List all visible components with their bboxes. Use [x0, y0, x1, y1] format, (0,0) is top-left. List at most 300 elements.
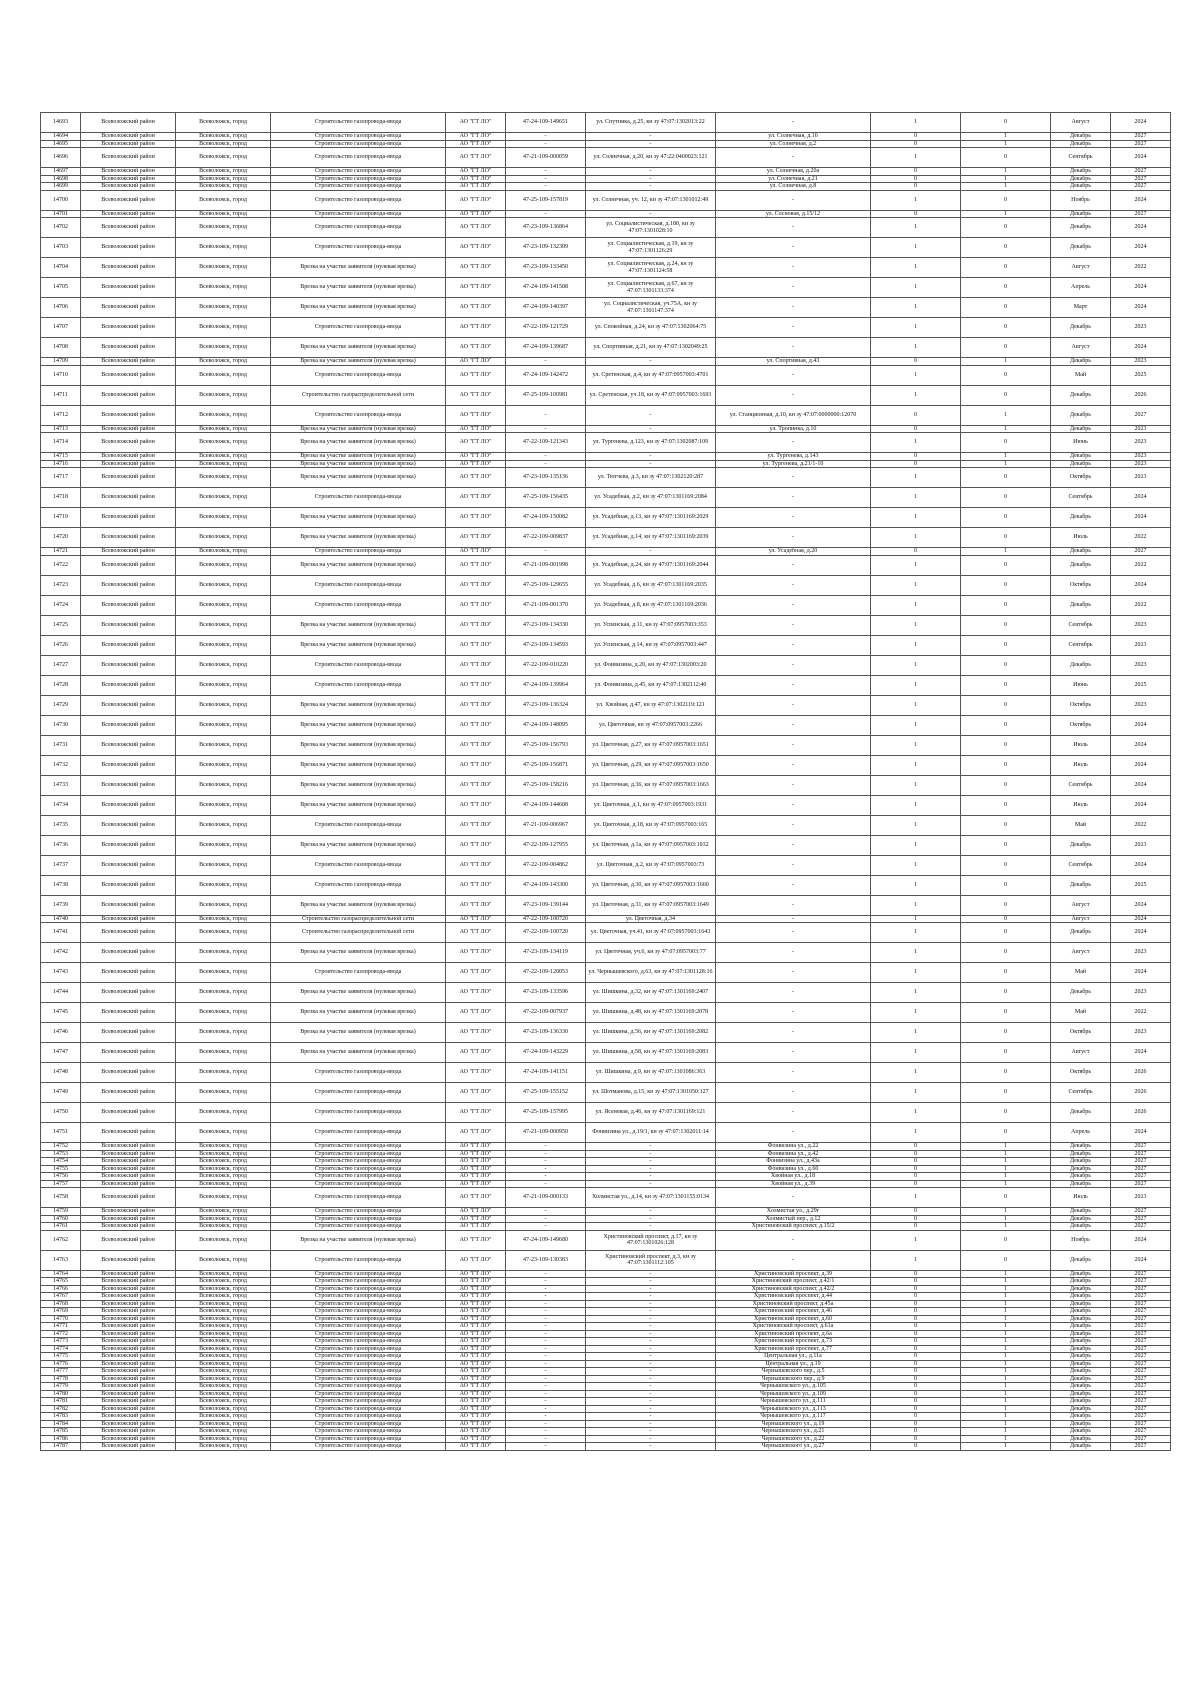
- object-address-cell: Христиновский проспект, д.77: [716, 1345, 871, 1353]
- month-cell: Декабрь: [1051, 1285, 1111, 1293]
- year-cell: 2027: [1111, 1413, 1171, 1421]
- year-cell: 2027: [1111, 1308, 1171, 1316]
- object-address-cell: -: [716, 1083, 871, 1103]
- tech-conditions-cell: 47-25-109-100981: [506, 385, 586, 405]
- month-cell: Август: [1051, 1043, 1111, 1063]
- object-address-cell: -: [716, 1103, 871, 1123]
- month-cell: Ноябрь: [1051, 1230, 1111, 1250]
- work-type-cell: Строительство газопровода-ввода: [271, 815, 446, 835]
- month-cell: Декабрь: [1051, 140, 1111, 148]
- organization-cell: АО "ГТ ЛО": [446, 113, 506, 133]
- row-id-cell: 14739: [41, 895, 81, 915]
- year-cell: 2027: [1111, 1360, 1171, 1368]
- locality-cell: Всеволожск, город: [176, 298, 271, 318]
- work-type-cell: Строительство газораспределительной сети: [271, 915, 446, 923]
- district-cell: Всеволожский район: [81, 318, 176, 338]
- organization-cell: АО "ГТ ЛО": [446, 1150, 506, 1158]
- year-cell: 2025: [1111, 675, 1171, 695]
- cadastral-address-cell: -: [586, 460, 716, 468]
- district-cell: Всеволожский район: [81, 1345, 176, 1353]
- count-a-cell: 0: [871, 1420, 961, 1428]
- object-address-cell: Чернышевского ул., д.22: [716, 1435, 871, 1443]
- count-a-cell: 1: [871, 190, 961, 210]
- district-cell: Всеволожский район: [81, 1308, 176, 1316]
- count-a-cell: 0: [871, 1173, 961, 1181]
- cadastral-address-cell: ул. Усадебная, д.6, кн зу 47:07:1301169:2035: [586, 575, 716, 595]
- table-row: [41, 1353, 1171, 1361]
- tech-conditions-cell: -: [506, 358, 586, 366]
- organization-cell: АО "ГТ ЛО": [446, 488, 506, 508]
- cadastral-address-cell: ул. Цветочная, д.30, кн зу 47:07:0957003:1660: [586, 875, 716, 895]
- object-address-cell: -: [716, 675, 871, 695]
- row-id-cell: 14706: [41, 298, 81, 318]
- district-cell: Всеволожский район: [81, 1278, 176, 1286]
- object-address-cell: -: [716, 595, 871, 615]
- tech-conditions-cell: 47-21-109-001998: [506, 555, 586, 575]
- cadastral-address-cell: ул. Спокойная, д.24, кн зу 47:07:1302064:75: [586, 318, 716, 338]
- organization-cell: АО "ГТ ЛО": [446, 1308, 506, 1316]
- table-row: [41, 1278, 1171, 1286]
- object-address-cell: -: [716, 755, 871, 775]
- tech-conditions-cell: 47-22-109-007937: [506, 1003, 586, 1023]
- count-a-cell: 1: [871, 385, 961, 405]
- cadastral-address-cell: -: [586, 1405, 716, 1413]
- count-b-cell: 0: [961, 338, 1051, 358]
- row-id-cell: 14728: [41, 675, 81, 695]
- count-a-cell: 0: [871, 1285, 961, 1293]
- count-b-cell: 0: [961, 835, 1051, 855]
- work-type-cell: Строительство газопровода-ввода: [271, 210, 446, 218]
- count-a-cell: 1: [871, 365, 961, 385]
- month-cell: Июль: [1051, 755, 1111, 775]
- tech-conditions-cell: -: [506, 1345, 586, 1353]
- count-a-cell: 0: [871, 1360, 961, 1368]
- table-row: [41, 1270, 1171, 1278]
- month-cell: Июнь: [1051, 433, 1111, 453]
- year-cell: 2027: [1111, 1405, 1171, 1413]
- count-a-cell: 0: [871, 1223, 961, 1231]
- year-cell: 2023: [1111, 615, 1171, 635]
- cadastral-address-cell: ул. Спутника, д.25, кн зу 47:07:1302013:22: [586, 113, 716, 133]
- object-address-cell: -: [716, 433, 871, 453]
- tech-conditions-cell: -: [506, 1315, 586, 1323]
- cadastral-address-cell: ул. Успенская, д.14, кн зу 47:07:0957003:447: [586, 635, 716, 655]
- district-cell: Всеволожский район: [81, 1383, 176, 1391]
- table-row: [41, 875, 1171, 895]
- count-b-cell: 1: [961, 460, 1051, 468]
- tech-conditions-cell: 47-23-109-133596: [506, 983, 586, 1003]
- district-cell: Всеволожский район: [81, 358, 176, 366]
- object-address-cell: Чернышевского пер., д.5: [716, 1368, 871, 1376]
- year-cell: 2027: [1111, 405, 1171, 425]
- row-id-cell: 14725: [41, 615, 81, 635]
- work-type-cell: Строительство газопровода-ввода: [271, 1270, 446, 1278]
- count-a-cell: 0: [871, 183, 961, 191]
- organization-cell: АО "ГТ ЛО": [446, 915, 506, 923]
- work-type-cell: Строительство газопровода-ввода: [271, 1308, 446, 1316]
- year-cell: 2023: [1111, 453, 1171, 461]
- year-cell: 2024: [1111, 148, 1171, 168]
- object-address-cell: Фонвизина ул., д.42: [716, 1150, 871, 1158]
- work-type-cell: Строительство газопровода-ввода: [271, 133, 446, 141]
- district-cell: Всеволожский район: [81, 875, 176, 895]
- row-id-cell: 14766: [41, 1285, 81, 1293]
- locality-cell: Всеволожск, город: [176, 1143, 271, 1151]
- month-cell: Декабрь: [1051, 1158, 1111, 1166]
- district-cell: Всеволожский район: [81, 815, 176, 835]
- cadastral-address-cell: -: [586, 1300, 716, 1308]
- organization-cell: АО "ГТ ЛО": [446, 1330, 506, 1338]
- object-address-cell: -: [716, 855, 871, 875]
- table-row: [41, 1390, 1171, 1398]
- district-cell: Всеволожский район: [81, 1223, 176, 1231]
- organization-cell: АО "ГТ ЛО": [446, 278, 506, 298]
- cadastral-address-cell: ул. Цветочная, д.2, кн зу 47:07:0957003:73: [586, 855, 716, 875]
- table-row: [41, 1330, 1171, 1338]
- work-type-cell: Строительство газопровода-ввода: [271, 548, 446, 556]
- district-cell: Всеволожский район: [81, 508, 176, 528]
- district-cell: Всеволожский район: [81, 528, 176, 548]
- row-id-cell: 14703: [41, 238, 81, 258]
- year-cell: 2027: [1111, 1368, 1171, 1376]
- table-row: [41, 218, 1171, 238]
- row-id-cell: 14702: [41, 218, 81, 238]
- year-cell: 2027: [1111, 1390, 1171, 1398]
- year-cell: 2024: [1111, 508, 1171, 528]
- object-address-cell: Христиновский проспект, д.6а: [716, 1330, 871, 1338]
- year-cell: 2024: [1111, 735, 1171, 755]
- year-cell: 2027: [1111, 1330, 1171, 1338]
- count-b-cell: 0: [961, 963, 1051, 983]
- tech-conditions-cell: -: [506, 1413, 586, 1421]
- count-b-cell: 0: [961, 218, 1051, 238]
- table-row: [41, 460, 1171, 468]
- object-address-cell: -: [716, 468, 871, 488]
- month-cell: Декабрь: [1051, 548, 1111, 556]
- year-cell: 2027: [1111, 1270, 1171, 1278]
- row-id-cell: 14752: [41, 1143, 81, 1151]
- count-b-cell: 0: [961, 528, 1051, 548]
- count-b-cell: 0: [961, 595, 1051, 615]
- object-address-cell: Центральная ул., д.11а: [716, 1353, 871, 1361]
- count-b-cell: 1: [961, 1278, 1051, 1286]
- organization-cell: АО "ГТ ЛО": [446, 168, 506, 176]
- work-type-cell: Строительство газораспределительной сети: [271, 923, 446, 943]
- district-cell: Всеволожский район: [81, 1150, 176, 1158]
- cadastral-address-cell: -: [586, 175, 716, 183]
- tech-conditions-cell: -: [506, 460, 586, 468]
- year-cell: 2027: [1111, 168, 1171, 176]
- year-cell: 2023: [1111, 695, 1171, 715]
- district-cell: Всеволожский район: [81, 1443, 176, 1451]
- organization-cell: АО "ГТ ЛО": [446, 183, 506, 191]
- row-id-cell: 14710: [41, 365, 81, 385]
- organization-cell: АО "ГТ ЛО": [446, 405, 506, 425]
- locality-cell: Всеволожск, город: [176, 508, 271, 528]
- table-row: [41, 963, 1171, 983]
- organization-cell: АО "ГТ ЛО": [446, 1250, 506, 1270]
- locality-cell: Всеволожск, город: [176, 575, 271, 595]
- cadastral-address-cell: -: [586, 1390, 716, 1398]
- organization-cell: АО "ГТ ЛО": [446, 218, 506, 238]
- organization-cell: АО "ГТ ЛО": [446, 1345, 506, 1353]
- work-type-cell: Врезка на участке заявителя (нулевая врезка): [271, 358, 446, 366]
- organization-cell: АО "ГТ ЛО": [446, 655, 506, 675]
- tech-conditions-cell: -: [506, 453, 586, 461]
- row-id-cell: 14757: [41, 1180, 81, 1188]
- count-a-cell: 1: [871, 218, 961, 238]
- cadastral-address-cell: ул. Усадебная, д.24, кн зу 47:07:1301169:2044: [586, 555, 716, 575]
- row-id-cell: 14780: [41, 1390, 81, 1398]
- count-a-cell: 0: [871, 358, 961, 366]
- year-cell: 2023: [1111, 425, 1171, 433]
- count-a-cell: 0: [871, 168, 961, 176]
- table-row: [41, 1003, 1171, 1023]
- tech-conditions-cell: -: [506, 1443, 586, 1451]
- organization-cell: АО "ГТ ЛО": [446, 1285, 506, 1293]
- organization-cell: АО "ГТ ЛО": [446, 318, 506, 338]
- object-address-cell: -: [716, 983, 871, 1003]
- count-b-cell: 1: [961, 1368, 1051, 1376]
- work-type-cell: Строительство газопровода-ввода: [271, 218, 446, 238]
- work-type-cell: Строительство газопровода-ввода: [271, 595, 446, 615]
- count-b-cell: 1: [961, 1405, 1051, 1413]
- count-a-cell: 0: [871, 1278, 961, 1286]
- object-address-cell: -: [716, 1063, 871, 1083]
- table-row: [41, 915, 1171, 923]
- work-type-cell: Строительство газопровода-ввода: [271, 875, 446, 895]
- district-cell: Всеволожский район: [81, 915, 176, 923]
- count-b-cell: 1: [961, 1293, 1051, 1301]
- count-b-cell: 0: [961, 715, 1051, 735]
- work-type-cell: Строительство газопровода-ввода: [271, 318, 446, 338]
- month-cell: Август: [1051, 113, 1111, 133]
- year-cell: 2027: [1111, 1278, 1171, 1286]
- month-cell: Сентябрь: [1051, 1083, 1111, 1103]
- count-b-cell: 1: [961, 1398, 1051, 1406]
- organization-cell: АО "ГТ ЛО": [446, 635, 506, 655]
- tech-conditions-cell: 47-23-109-130383: [506, 1250, 586, 1270]
- tech-conditions-cell: -: [506, 1360, 586, 1368]
- row-id-cell: 14761: [41, 1223, 81, 1231]
- count-a-cell: 0: [871, 140, 961, 148]
- locality-cell: Всеволожск, город: [176, 1023, 271, 1043]
- year-cell: 2023: [1111, 635, 1171, 655]
- month-cell: Май: [1051, 815, 1111, 835]
- count-b-cell: 1: [961, 1330, 1051, 1338]
- month-cell: Июль: [1051, 735, 1111, 755]
- district-cell: Всеволожский район: [81, 1103, 176, 1123]
- count-b-cell: 1: [961, 358, 1051, 366]
- district-cell: Всеволожский район: [81, 895, 176, 915]
- tech-conditions-cell: -: [506, 1390, 586, 1398]
- organization-cell: АО "ГТ ЛО": [446, 1360, 506, 1368]
- row-id-cell: 14699: [41, 183, 81, 191]
- locality-cell: Всеволожск, город: [176, 1300, 271, 1308]
- cadastral-address-cell: -: [586, 1143, 716, 1151]
- work-type-cell: Строительство газораспределительной сети: [271, 385, 446, 405]
- table-row: [41, 1285, 1171, 1293]
- year-cell: 2023: [1111, 835, 1171, 855]
- cadastral-address-cell: ул. Шишкина, д.9, кн зу 47:07:1301086:363: [586, 1063, 716, 1083]
- count-b-cell: 0: [961, 575, 1051, 595]
- tech-conditions-cell: 47-25-109-155152: [506, 1083, 586, 1103]
- month-cell: Сентябрь: [1051, 615, 1111, 635]
- district-cell: Всеволожский район: [81, 1173, 176, 1181]
- cadastral-address-cell: ул. Цветочная, уч.41, кн зу 47:07:0957003:1643: [586, 923, 716, 943]
- row-id-cell: 14741: [41, 923, 81, 943]
- row-id-cell: 14768: [41, 1300, 81, 1308]
- month-cell: Август: [1051, 895, 1111, 915]
- month-cell: Декабрь: [1051, 1338, 1111, 1346]
- year-cell: 2022: [1111, 555, 1171, 575]
- year-cell: 2023: [1111, 468, 1171, 488]
- count-a-cell: 1: [871, 815, 961, 835]
- count-b-cell: 1: [961, 1435, 1051, 1443]
- month-cell: Декабрь: [1051, 923, 1111, 943]
- object-address-cell: ул. Тропинка, д.10: [716, 425, 871, 433]
- work-type-cell: Строительство газопровода-ввода: [271, 1390, 446, 1398]
- locality-cell: Всеволожск, город: [176, 923, 271, 943]
- work-type-cell: Строительство газопровода-ввода: [271, 365, 446, 385]
- row-id-cell: 14730: [41, 715, 81, 735]
- month-cell: Декабрь: [1051, 1353, 1111, 1361]
- count-b-cell: 1: [961, 1315, 1051, 1323]
- count-b-cell: 0: [961, 1103, 1051, 1123]
- table-row: [41, 1368, 1171, 1376]
- organization-cell: АО "ГТ ЛО": [446, 715, 506, 735]
- row-id-cell: 14701: [41, 210, 81, 218]
- tech-conditions-cell: 47-25-109-157995: [506, 1103, 586, 1123]
- cadastral-address-cell: ул. Социалистическая, уч.75А, кн зу 47:07:1301147:374: [586, 298, 716, 318]
- organization-cell: АО "ГТ ЛО": [446, 1143, 506, 1151]
- work-type-cell: Строительство газопровода-ввода: [271, 488, 446, 508]
- month-cell: Декабрь: [1051, 1435, 1111, 1443]
- object-address-cell: -: [716, 1250, 871, 1270]
- object-address-cell: ул. Солнечная, д.2: [716, 140, 871, 148]
- tech-conditions-cell: 47-23-109-134330: [506, 615, 586, 635]
- tech-conditions-cell: -: [506, 183, 586, 191]
- tech-conditions-cell: -: [506, 1353, 586, 1361]
- locality-cell: Всеволожск, город: [176, 1390, 271, 1398]
- row-id-cell: 14713: [41, 425, 81, 433]
- count-a-cell: 0: [871, 1368, 961, 1376]
- cadastral-address-cell: -: [586, 1338, 716, 1346]
- district-cell: Всеволожский район: [81, 655, 176, 675]
- count-b-cell: 1: [961, 1338, 1051, 1346]
- object-address-cell: -: [716, 895, 871, 915]
- object-address-cell: ул. Солнечная, д.20а: [716, 168, 871, 176]
- work-type-cell: Врезка на участке заявителя (нулевая врезка): [271, 460, 446, 468]
- year-cell: 2023: [1111, 358, 1171, 366]
- row-id-cell: 14696: [41, 148, 81, 168]
- locality-cell: Всеволожск, город: [176, 113, 271, 133]
- count-a-cell: 1: [871, 775, 961, 795]
- cadastral-address-cell: ул. Солнечная, уч. 12, кн зу 47:07:1301012:49: [586, 190, 716, 210]
- table-row: [41, 795, 1171, 815]
- count-a-cell: 0: [871, 1338, 961, 1346]
- year-cell: 2027: [1111, 1165, 1171, 1173]
- year-cell: 2027: [1111, 548, 1171, 556]
- cadastral-address-cell: ул. Цветочная, д.29, кн зу 47:07:0957003:1650: [586, 755, 716, 775]
- count-b-cell: 1: [961, 1143, 1051, 1151]
- month-cell: Декабрь: [1051, 508, 1111, 528]
- row-id-cell: 14758: [41, 1188, 81, 1208]
- count-a-cell: 1: [871, 983, 961, 1003]
- year-cell: 2027: [1111, 1375, 1171, 1383]
- organization-cell: АО "ГТ ЛО": [446, 175, 506, 183]
- table-row: [41, 1345, 1171, 1353]
- work-type-cell: Строительство газопровода-ввода: [271, 1345, 446, 1353]
- district-cell: Всеволожский район: [81, 1293, 176, 1301]
- work-type-cell: Строительство газопровода-ввода: [271, 1215, 446, 1223]
- year-cell: 2027: [1111, 1180, 1171, 1188]
- row-id-cell: 14695: [41, 140, 81, 148]
- year-cell: 2027: [1111, 140, 1171, 148]
- month-cell: Декабрь: [1051, 238, 1111, 258]
- year-cell: 2026: [1111, 1103, 1171, 1123]
- count-b-cell: 0: [961, 148, 1051, 168]
- month-cell: Сентябрь: [1051, 775, 1111, 795]
- row-id-cell: 14778: [41, 1375, 81, 1383]
- count-a-cell: 0: [871, 1383, 961, 1391]
- object-address-cell: Христиновский проспект, д.45а: [716, 1300, 871, 1308]
- object-address-cell: Чернышевского ул., д.111: [716, 1398, 871, 1406]
- work-type-cell: Строительство газопровода-ввода: [271, 1405, 446, 1413]
- count-b-cell: 1: [961, 425, 1051, 433]
- district-cell: Всеволожский район: [81, 855, 176, 875]
- table-row: [41, 318, 1171, 338]
- object-address-cell: -: [716, 915, 871, 923]
- count-a-cell: 0: [871, 1215, 961, 1223]
- count-b-cell: 1: [961, 140, 1051, 148]
- district-cell: Всеволожский район: [81, 1003, 176, 1023]
- count-a-cell: 0: [871, 460, 961, 468]
- cadastral-address-cell: -: [586, 168, 716, 176]
- month-cell: Декабрь: [1051, 425, 1111, 433]
- tech-conditions-cell: 47-25-109-156871: [506, 755, 586, 775]
- locality-cell: Всеволожск, город: [176, 168, 271, 176]
- month-cell: Декабрь: [1051, 385, 1111, 405]
- count-b-cell: 1: [961, 405, 1051, 425]
- tech-conditions-cell: -: [506, 1278, 586, 1286]
- organization-cell: АО "ГТ ЛО": [446, 528, 506, 548]
- month-cell: Декабрь: [1051, 405, 1111, 425]
- row-id-cell: 14718: [41, 488, 81, 508]
- cadastral-address-cell: ул. Социалистическая, д.19, кн зу 47:07:1301126:29: [586, 238, 716, 258]
- count-b-cell: 0: [961, 775, 1051, 795]
- table-row: [41, 1315, 1171, 1323]
- district-cell: Всеволожский район: [81, 1230, 176, 1250]
- table-row: [41, 385, 1171, 405]
- table-row: [41, 895, 1171, 915]
- row-id-cell: 14764: [41, 1270, 81, 1278]
- count-b-cell: 1: [961, 1390, 1051, 1398]
- organization-cell: АО "ГТ ЛО": [446, 1023, 506, 1043]
- table-row: [41, 575, 1171, 595]
- table-row: [41, 755, 1171, 775]
- year-cell: 2027: [1111, 1383, 1171, 1391]
- row-id-cell: 14698: [41, 175, 81, 183]
- tech-conditions-cell: -: [506, 425, 586, 433]
- tech-conditions-cell: -: [506, 1223, 586, 1231]
- count-a-cell: 0: [871, 210, 961, 218]
- work-type-cell: Строительство газопровода-ввода: [271, 1165, 446, 1173]
- month-cell: Декабрь: [1051, 133, 1111, 141]
- count-b-cell: 1: [961, 1443, 1051, 1451]
- count-b-cell: 0: [961, 508, 1051, 528]
- cadastral-address-cell: ул. Успенская, д.11, кн зу 47:07:0957003:353: [586, 615, 716, 635]
